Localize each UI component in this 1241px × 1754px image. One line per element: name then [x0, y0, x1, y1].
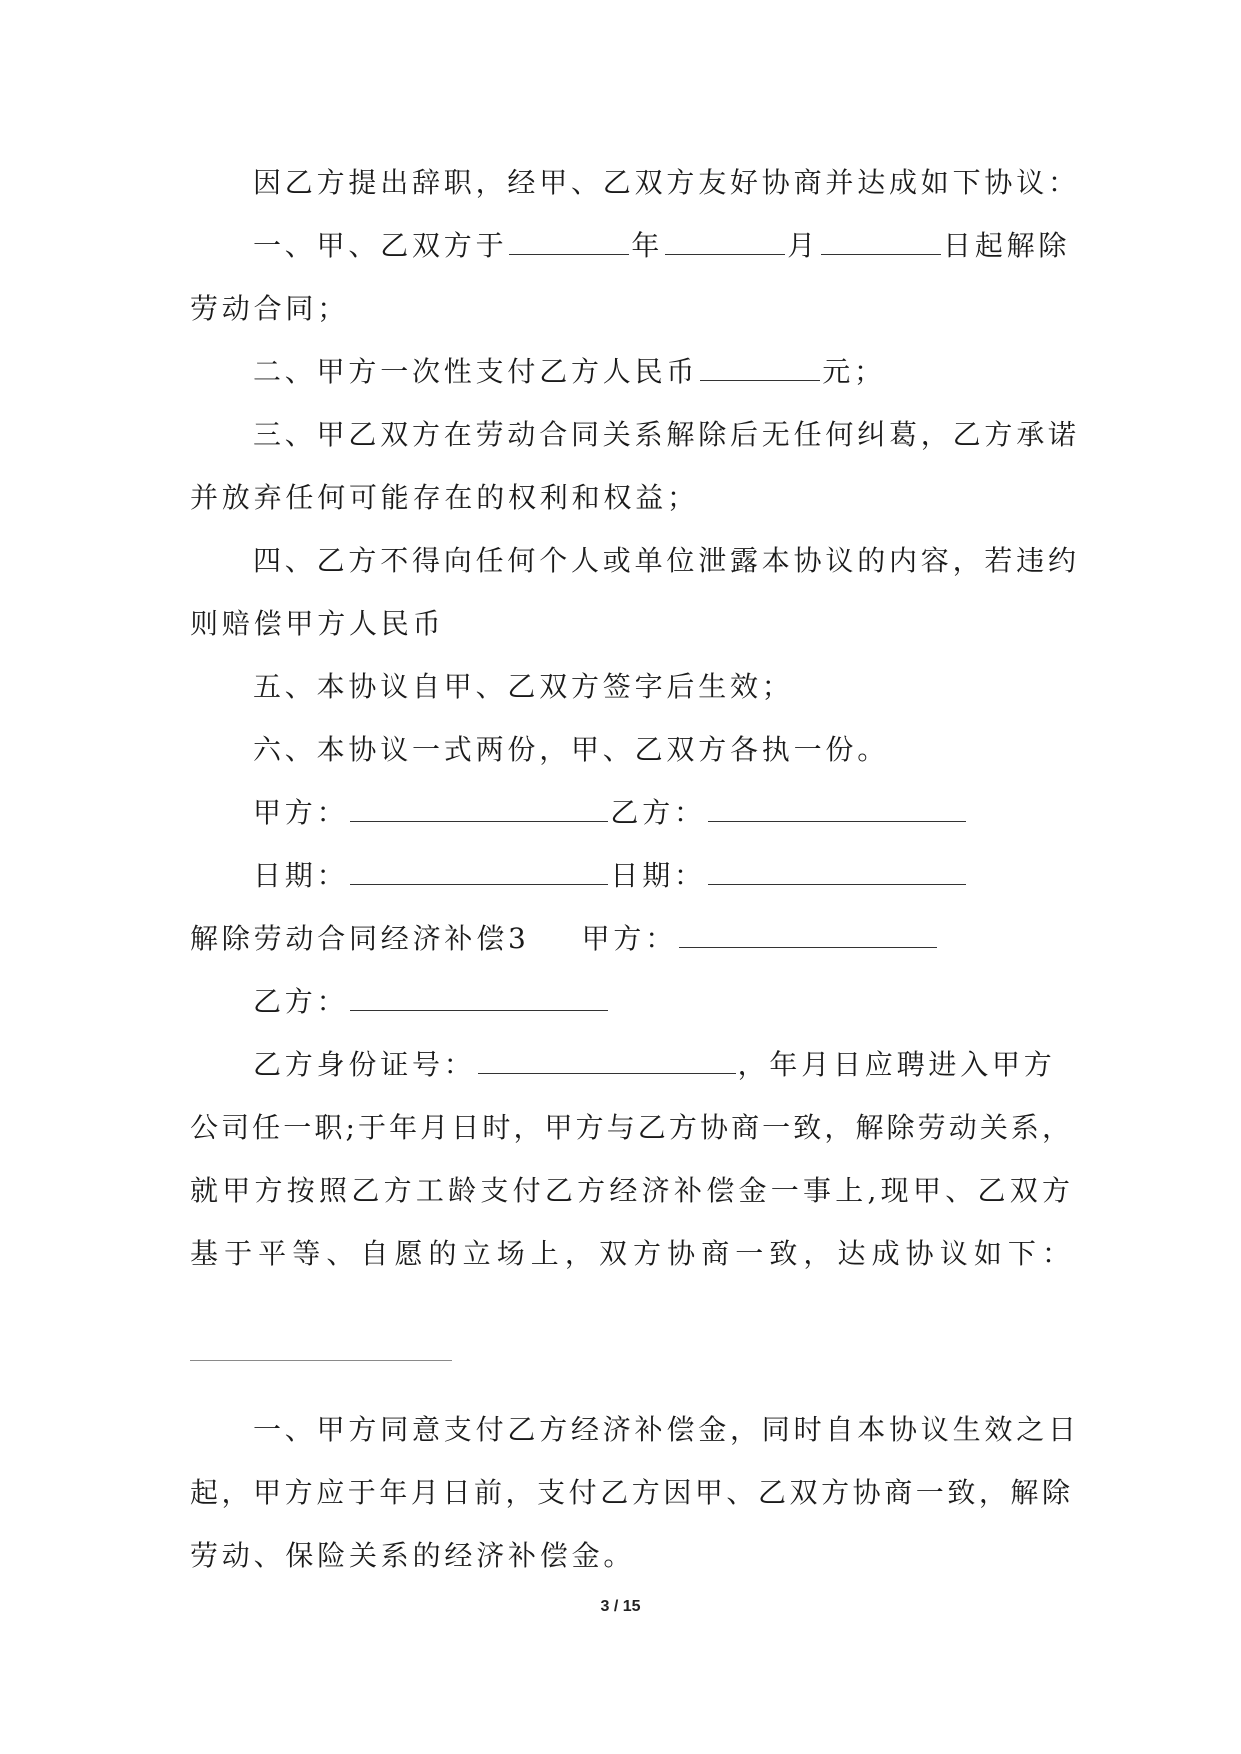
id-number-label: 乙方身份证号：: [253, 1048, 476, 1081]
currency-unit: 元；: [822, 355, 886, 388]
month-label: 月: [787, 229, 820, 262]
clause-five-text: 五、本协议自甲、乙双方签字后生效；: [253, 670, 794, 703]
clause-three-line1: [253, 415, 1133, 455]
signature-dates: [253, 856, 1133, 896]
section-party-b-label: 乙方：: [253, 985, 349, 1018]
party-a-label: 甲方：: [253, 796, 349, 829]
clause-four-text-end: 则赔偿甲方人民币: [190, 607, 445, 640]
clause-one-line2: [190, 289, 1070, 329]
date-b-blank: [708, 858, 966, 885]
intro-text: 因乙方提出辞职，经甲、乙双方友好协商并达成如下协议：: [253, 166, 1080, 199]
section-heading: [190, 919, 1070, 959]
date-b-label: 日期：: [610, 859, 706, 892]
page-number: 3 / 15: [600, 1598, 641, 1615]
section-party-a-label: 甲方：: [581, 922, 678, 955]
party-b-signature-blank: [708, 795, 966, 822]
footnote-separator: [190, 1360, 452, 1361]
day-label: 日起解除: [943, 229, 1071, 262]
amount-blank: [700, 354, 820, 381]
clause-two: [253, 352, 1133, 392]
signature-parties: [253, 793, 1133, 833]
clause-six: [253, 730, 1133, 770]
day-blank: [821, 228, 941, 255]
party-a-signature-blank: [350, 795, 608, 822]
body-line3: 基于平等、自愿的立场上，双方协商一致，达成协议如下：: [190, 1237, 1070, 1270]
party-b-label: 乙方：: [610, 796, 706, 829]
compensation-clause-text: 一、甲方同意支付乙方经济补偿金，同时自本协议生效之日: [253, 1413, 1080, 1446]
date-a-blank: [350, 858, 608, 885]
month-blank: [665, 228, 785, 255]
section-party-a-blank: [679, 921, 937, 948]
clause-one-line1: [253, 226, 1133, 266]
clause-four-text: 四、乙方不得向任何个人或单位泄露本协议的内容，若违约: [253, 544, 1080, 577]
clause-three-text-end: 并放弃任何可能存在的权利和权益；: [190, 481, 699, 514]
id-number-line: [253, 1045, 1133, 1085]
section-party-b-blank: [350, 984, 608, 1011]
clause-six-text: 六、本协议一式两份，甲、乙双方各执一份。: [253, 733, 890, 766]
clause-two-text: 二、甲方一次性支付乙方人民币: [253, 355, 699, 388]
body-line1: 公司任一职;于年月日时，甲方与乙方协商一致，解除劳动关系，: [190, 1111, 1070, 1144]
year-blank: [509, 228, 629, 255]
compensation-clause-line3: [190, 1536, 1070, 1576]
compensation-clause-line2: 起，甲方应于年月日前，支付乙方因甲、乙双方协商一致，解除: [190, 1476, 1070, 1509]
section-title: 解除劳动合同经济补偿3: [190, 922, 530, 955]
paragraph-intro: [253, 163, 1133, 203]
year-label: 年: [631, 229, 664, 262]
id-number-blank: [478, 1047, 736, 1074]
clause-one-text-end: 劳动合同；: [190, 292, 350, 325]
id-number-rest: ，年月日应聘进入甲方: [737, 1048, 1056, 1081]
clause-three-text: 三、甲乙双方在劳动合同关系解除后无任何纠葛，乙方承诺: [253, 418, 1080, 451]
clause-five: [253, 667, 1133, 707]
clause-four-line2: [190, 604, 1070, 644]
clause-three-line2: [190, 478, 1070, 518]
compensation-clause-line1: [253, 1410, 1133, 1450]
body-line2: 就甲方按照乙方工龄支付乙方经济补偿金一事上,现甲、乙双方: [190, 1174, 1070, 1207]
section-party-b: [253, 982, 1133, 1022]
clause-four-line1: [253, 541, 1133, 581]
compensation-clause-text-end: 劳动、保险关系的经济补偿金。: [190, 1539, 636, 1572]
clause-one-text: 一、甲、乙双方于: [253, 229, 508, 262]
date-a-label: 日期：: [253, 859, 349, 892]
